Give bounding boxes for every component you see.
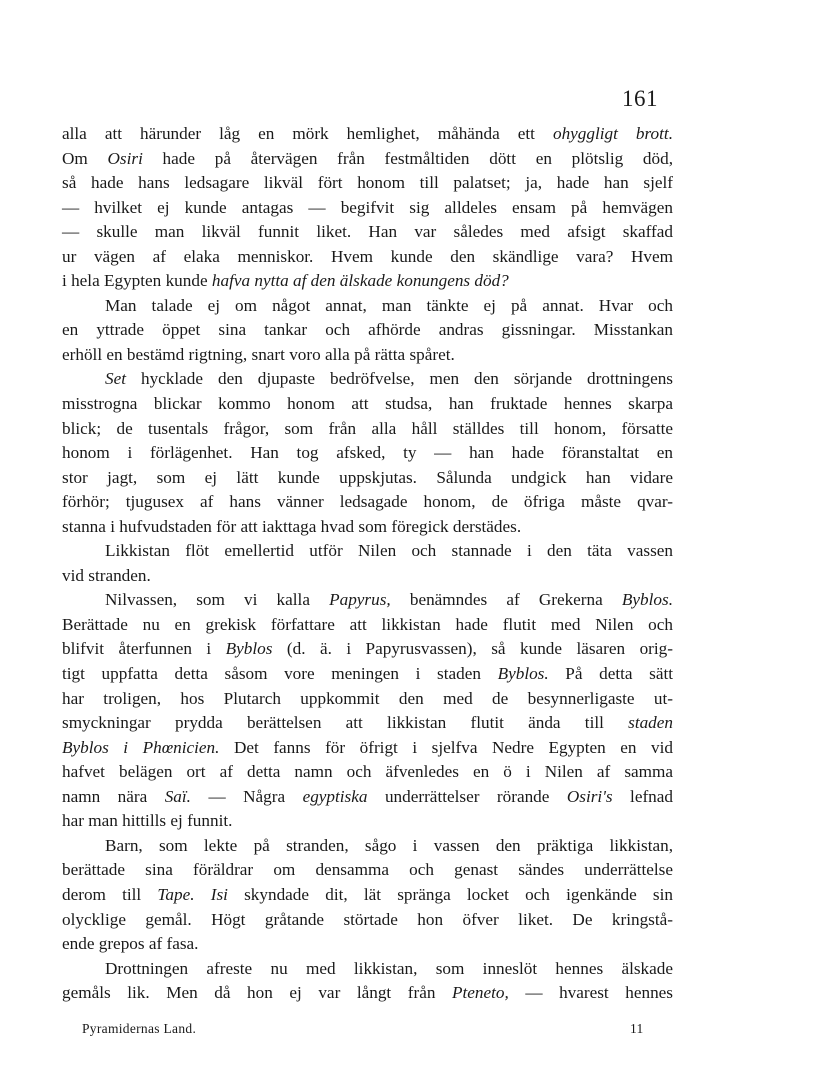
- text-line: [62, 196, 673, 221]
- text-segment: Nilvassen, som vi kalla: [105, 590, 330, 610]
- text-segment: — hvarest hennes: [508, 983, 673, 1003]
- italic-text: Byblos i Phœnicien.: [62, 737, 220, 757]
- text-segment: i hela Egypten kunde: [62, 271, 212, 291]
- text-segment: smyckningar prydda berättelsen att likkistan flutit ända till: [62, 713, 629, 733]
- page-number: 161: [622, 86, 658, 111]
- text-segment: benämndes af Grekerna: [390, 590, 622, 610]
- text-segment: alla att härunder låg en mörk hemlighet, måhända ett: [62, 124, 553, 143]
- italic-text: Saï.: [164, 786, 191, 806]
- text-segment: — hvilket ej kunde antagas — begifvit sig alldeles ensam på hemvägen: [62, 197, 673, 217]
- text-line: [62, 490, 673, 515]
- text-segment: erhöll en bestämd rigtning, snart voro alla på rätta spåret.: [62, 344, 455, 364]
- text-segment: — skulle man likväl funnit liket. Han var således med afsigt skaffad: [62, 222, 673, 242]
- italic-text: Set: [105, 369, 126, 389]
- text-segment: På detta sätt: [548, 664, 673, 684]
- italic-text: ohyggligt brott.: [552, 124, 673, 143]
- italic-text: Byblos.: [497, 664, 549, 684]
- text-line: [62, 613, 673, 638]
- italic-text: Tape.: [157, 884, 195, 904]
- text-line: [62, 687, 673, 712]
- italic-text: hafva nytta af den älskade konungens död?: [211, 271, 509, 291]
- text-segment: har man hittills ej funnit.: [62, 811, 233, 831]
- text-segment: Om: [62, 148, 108, 168]
- text-line: [62, 220, 673, 245]
- text-line: [62, 171, 673, 196]
- text-segment: derom till: [62, 884, 158, 904]
- italic-text: Isi: [210, 884, 228, 904]
- text-segment: Likkistan flöt emellertid utför Nilen och stannade i den täta vassen: [105, 541, 673, 561]
- text-segment: ende grepos af fasa.: [62, 934, 199, 954]
- text-segment: honom i förlägenhet. Han tog afsked, ty — han hade föranstaltat en: [62, 443, 673, 463]
- text-line: [62, 392, 673, 417]
- text-line: [62, 711, 673, 736]
- text-segment: olycklige gemål. Högt gråtande störtade hon öfver liket. De kringstå-: [62, 909, 673, 929]
- text-line: [62, 883, 673, 908]
- text-segment: vid stranden.: [62, 565, 151, 585]
- text-segment: en yttrade öppet sina tankar och afhörde andras gissningar. Misstankan: [62, 320, 673, 340]
- text-segment: namn nära: [62, 786, 165, 806]
- text-segment: blick; de tusentals frågor, som från alla håll ställdes till honom, försatte: [62, 418, 673, 438]
- italic-text: Byblos.: [621, 590, 673, 610]
- text-line: [62, 343, 673, 368]
- text-segment: lefnad: [612, 786, 673, 806]
- text-segment: skyndade dit, lät spränga locket och igenkände sin: [227, 884, 673, 904]
- text-line: [62, 760, 673, 785]
- text-line: [62, 417, 673, 442]
- text-line: [62, 834, 673, 859]
- text-segment: tigt uppfatta detta såsom vore meningen i staden: [62, 664, 498, 684]
- italic-text: Papyrus,: [329, 590, 391, 610]
- text-segment: Det fanns för öfrigt i sjelfva Nedre Egypten en vid: [219, 737, 673, 757]
- text-line: [62, 147, 673, 172]
- text-line: [62, 539, 673, 564]
- text-segment: förhör; tjugusex af hans vänner ledsagade honom, de öfriga måste qvar-: [62, 492, 673, 512]
- text-segment: misstrogna blickar kommo honom att studsa, han fruktade hennes skarpa: [62, 394, 673, 414]
- italic-text: Osiri's: [566, 786, 613, 806]
- text-segment: Man talade ej om något annat, man tänkte ej på annat. Hvar och: [105, 295, 673, 315]
- text-line: [62, 981, 673, 1006]
- text-line: [62, 809, 673, 834]
- text-segment: hade på återvägen från festmåltiden dött en plötslig död,: [142, 148, 673, 168]
- text-line: [62, 318, 673, 343]
- text-line: [62, 564, 673, 589]
- text-line: [62, 957, 673, 982]
- italic-text: staden: [628, 713, 673, 733]
- footer: [82, 1021, 642, 1037]
- text-segment: blifvit återfunnen i: [62, 639, 226, 659]
- text-line: [62, 515, 673, 540]
- text-line: [62, 662, 673, 687]
- text-segment: Berättade nu en grekisk författare att likkistan hade flutit med Nilen och: [62, 614, 673, 634]
- body-text: [62, 122, 673, 1006]
- text-segment: har troligen, hos Plutarch uppkommit den med de besynnerligaste ut-: [62, 688, 673, 708]
- text-line: [62, 269, 673, 294]
- text-segment: stor jagt, som ej lätt kunde uppskjutas. Sålunda undgick han vidare: [62, 467, 673, 487]
- text-segment: Barn, som lekte på stranden, sågo i vassen den präktiga likkistan,: [105, 835, 673, 855]
- text-segment: gemåls lik. Men då hon ej var långt från: [62, 983, 452, 1003]
- italic-text: Osiri: [107, 148, 143, 168]
- text-line: [62, 441, 673, 466]
- footer-title: Pyramidernas Land.: [82, 1021, 197, 1036]
- text-line: [62, 908, 673, 933]
- text-line: [62, 588, 673, 613]
- text-line: [62, 858, 673, 883]
- text-segment: berättade sina föräldrar om densamma och genast sändes underrättelse: [62, 860, 673, 880]
- text-segment: underrättelser rörande: [367, 786, 567, 806]
- text-line: [62, 736, 673, 761]
- italic-text: egyptiska: [302, 786, 368, 806]
- text-line: [62, 367, 673, 392]
- text-line: [62, 637, 673, 662]
- text-segment: (d. ä. i Papyrusvassen), så kunde läsaren orig-: [272, 639, 673, 659]
- text-segment: hafvet belägen ort af detta namn och äfvenledes en ö i Nilen af samma: [62, 762, 673, 782]
- text-segment: hycklade den djupaste bedröfvelse, men den sörjande drottningens: [126, 369, 673, 389]
- text-line: [62, 245, 673, 270]
- text-segment: Drottningen afreste nu med likkistan, som inneslöt hennes älskade: [105, 958, 673, 978]
- italic-text: Byblos: [225, 639, 273, 659]
- text-line: [62, 785, 673, 810]
- text-segment: [195, 885, 211, 904]
- text-segment: stanna i hufvudstaden för att iakttaga hvad som föregick derstädes.: [62, 516, 522, 536]
- text-line: [62, 466, 673, 491]
- signature-mark: 11: [630, 1021, 644, 1036]
- text-line: [62, 932, 673, 957]
- text-line: [62, 294, 673, 319]
- italic-text: Pteneto,: [451, 983, 509, 1003]
- text-line: [62, 122, 673, 147]
- text-segment: — Några: [190, 786, 303, 806]
- text-segment: så hade hans ledsagare likväl fört honom till palatset; ja, hade han sjelf: [62, 173, 673, 193]
- text-segment: ur vägen af elaka menniskor. Hvem kunde den skändlige vara? Hvem: [62, 246, 673, 266]
